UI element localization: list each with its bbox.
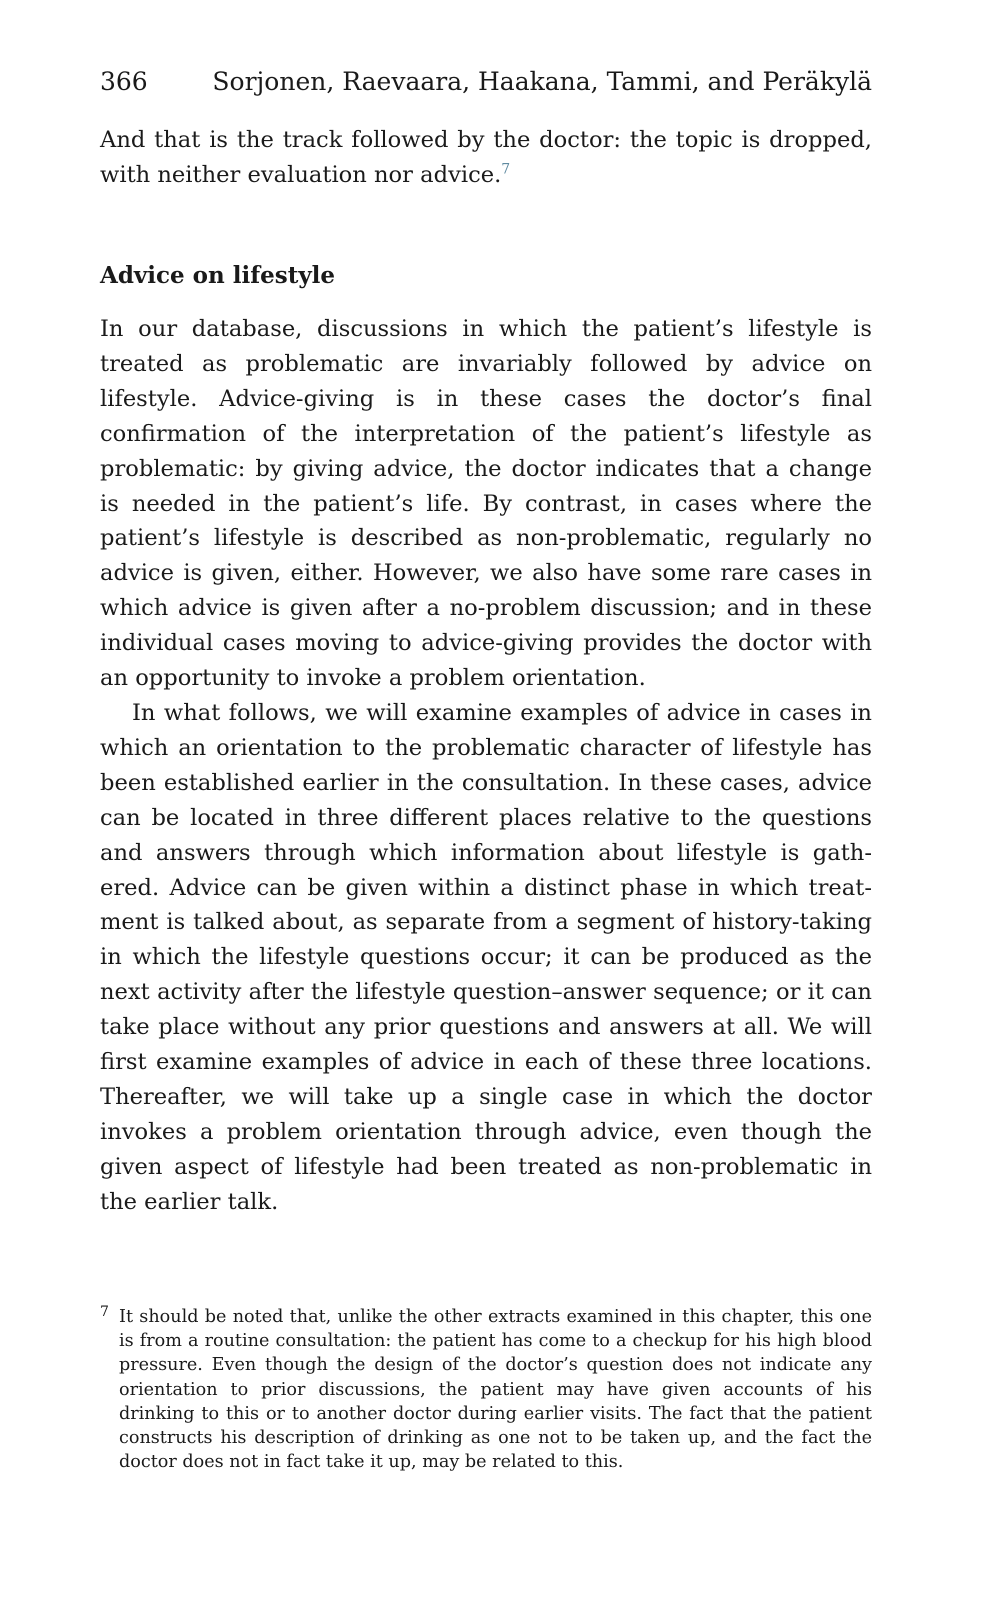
footnote	[100, 1305, 872, 1474]
footnote-text: It should be noted that, unlike the other extracts examined in this chapter, this one is from a routine consultation: the patient has come to a checkup for his high blood pressure. Even though the design of the doctor’s question does not indicate any orientation to prior discussions, the patient may have given accounts of his drinking to this or to another doctor during earlier visits. The fact that the patient constructs his description of drinking as one not to be taken up, and the fact the doctor does not in fact take it up, may be related to this.	[119, 1307, 872, 1473]
intro-paragraph-text: And that is the track followed by the doctor: the topic is dropped, with neither evaluation nor advice.	[100, 127, 872, 188]
running-head-authors: Sorjonen, Raevaara, Haakana, Tammi, and Peräkylä	[212, 67, 872, 96]
body-paragraph-2: In what follows, we will examine examples of advice in cases in which an orientation to the problematic character of lifestyle has been established earlier in the consultation. In these cases, advice can be located in three different places relative to the questions and answers through which information about lifestyle is gathered. Advice can be given within a distinct phase in which treatment is talked about, as separate from a segment of history-taking in which the lifestyle questions occur; it can be produced as the next activity after the lifestyle question–answer sequence; or it can take place without any prior questions and answers at all. We will first examine examples of advice in each of these three locations. Thereafter, we will take up a single case in which the doctor invokes a problem orientation through advice, even though the given aspect of lifestyle had been treated as non-problematic in the earlier talk.	[100, 700, 872, 1215]
book-page	[100, 0, 872, 1600]
body-paragraph-1: In our database, discussions in which the patient’s lifestyle is treated as problematic are invariably followed by advice on lifestyle. Advice-giving is in these cases the doctor’s final confirmation of the interpretation of the patient’s lifestyle as problematic: by giving advice, the doctor indicates that a change is needed in the patient’s life. By contrast, in cases where the patient’s lifestyle is described as non-problematic, regularly no advice is given, either. However, we also have some rare cases in which advice is given after a no-problem discussion; and in these individual cases moving to advice-giving provides the doctor with an opportunity to invoke a problem orientation.	[100, 316, 872, 692]
footnote-marker: 7	[100, 1304, 109, 1320]
section-heading: Advice on lifestyle	[100, 262, 336, 289]
intro-paragraph	[100, 123, 872, 193]
page-number: 366	[100, 67, 148, 96]
running-head	[100, 62, 872, 102]
footnote-reference[interactable]: 7	[501, 161, 511, 178]
